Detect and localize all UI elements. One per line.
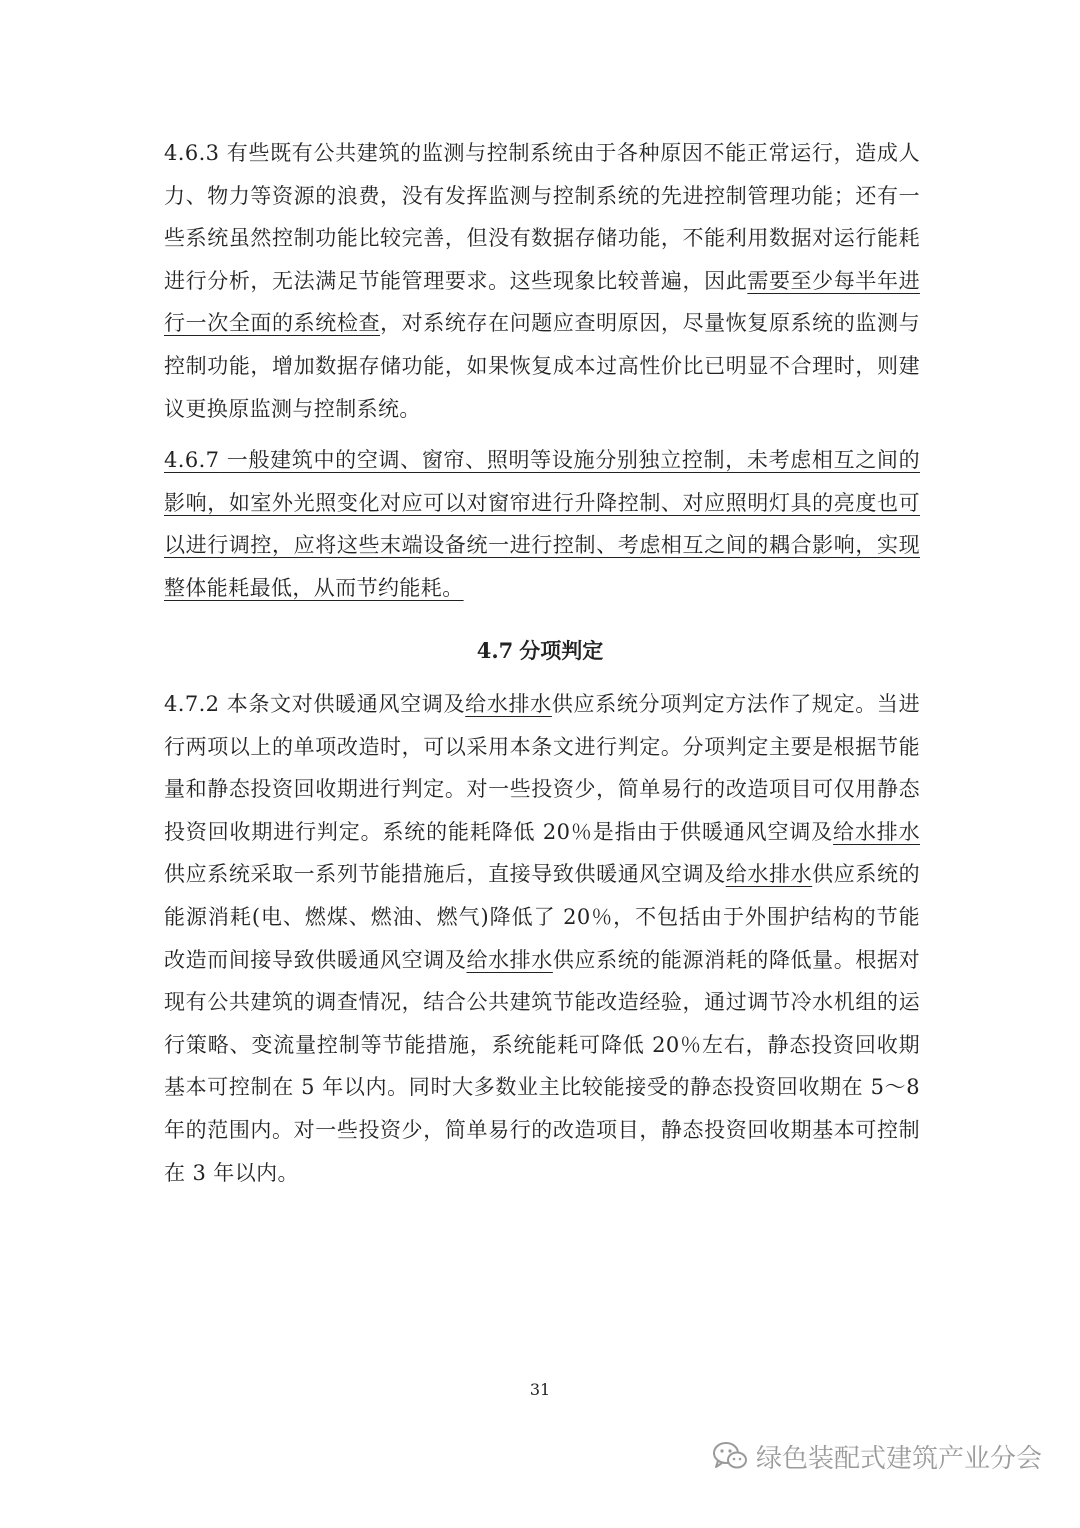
clause-text: 本条文对供暖通风空调及 xyxy=(219,692,466,716)
underlined-text: 需要至少每半年进行一次全面的系统检查 xyxy=(164,268,920,336)
clause-text: 供应系统的能源消耗的降低量。根据对现有公共建筑的调查情况，结合公共建筑节能改造经验，通过调节冷水机组的运行策略、变流量控制等节能措施，系统能耗可降低 20％左右，静态投资回收期基本可控制在 5 年以内。同时大多数业主比较能接受的静态投资回收期在 5～8 年的范围内。对一些投资少，简单易行的改造项目，静态投资回收期基本可控制在 3 年以内。 xyxy=(164,947,920,1185)
watermark-text: 绿色装配式建筑产业分会 xyxy=(756,1443,1043,1474)
watermark xyxy=(712,1436,1042,1476)
underlined-term: 给水排水 xyxy=(833,819,920,844)
clause-text: 有些既有公共建筑的监测与控制系统由于各种原因不能正常运行，造成人力、物力等资源的浪费，没有发挥监测与控制系统的先进控制管理功能；还有一些系统虽然控制功能比较完善，但没有数据存储功能，不能利用数据对运行能耗进行分析，无法满足节能管理要求。这些现象比较普遍，因此 xyxy=(164,141,920,293)
paragraph-4-7-2 xyxy=(164,683,920,1194)
underlined-term: 给水排水 xyxy=(725,862,813,887)
paragraph-4-6-3 xyxy=(164,132,920,430)
underlined-term: 给水排水 xyxy=(465,692,552,716)
heading-title: 分项判定 xyxy=(519,638,604,663)
clause-text: 供应系统分项判定方法作了规定。当进行两项以上的单项改造时，可以采用本条文进行判定。分项判定主要是根据节能量和静态投资回收期进行判定。对一些投资少，简单易行的改造项目可仅用静态投资回收期进行判定。系统的能耗降低 20％是指由于供暖通风空调及 xyxy=(164,692,920,844)
clause-number: 4.7.2 xyxy=(164,692,220,716)
clause-text: 一般建筑中的空调、窗帘、照明等设施分别独立控制，未考虑相互之间的影响，如室外光照变化对应可以对窗帘进行升降控制、对应照明灯具的亮度也可以进行调控，应将这些末端设备统一进行控制、考虑相互之间的耦合影响，实现整体能耗最低，从而节约能耗。 xyxy=(164,448,920,600)
heading-number: 4.7 xyxy=(476,638,514,663)
underlined-term: 给水排水 xyxy=(466,947,553,972)
clause-text: ，对系统存在问题应查明原因，尽量恢复原系统的监测与控制功能，增加数据存储功能，如果恢复成本过高性价比已明显不合理时，则建议更换原监测与控制系统。 xyxy=(164,311,921,421)
wechat-icon xyxy=(712,1440,748,1472)
clause-number: 4.6.3 xyxy=(164,141,220,165)
section-heading xyxy=(0,636,1080,666)
clause-number: 4.6.7 xyxy=(164,448,220,472)
clause-text: 供应系统采取一系列节能措施后，直接导致供暖通风空调及 xyxy=(164,862,726,887)
page-number: 31 xyxy=(529,1380,551,1399)
paragraph-4-6-7 xyxy=(164,439,920,609)
clause-text: 供应系统的能源消耗(电、燃煤、燃油、燃气)降低了 20％，不包括由于外围护结构的节能改造而间接导致供暖通风空调及 xyxy=(164,862,920,972)
